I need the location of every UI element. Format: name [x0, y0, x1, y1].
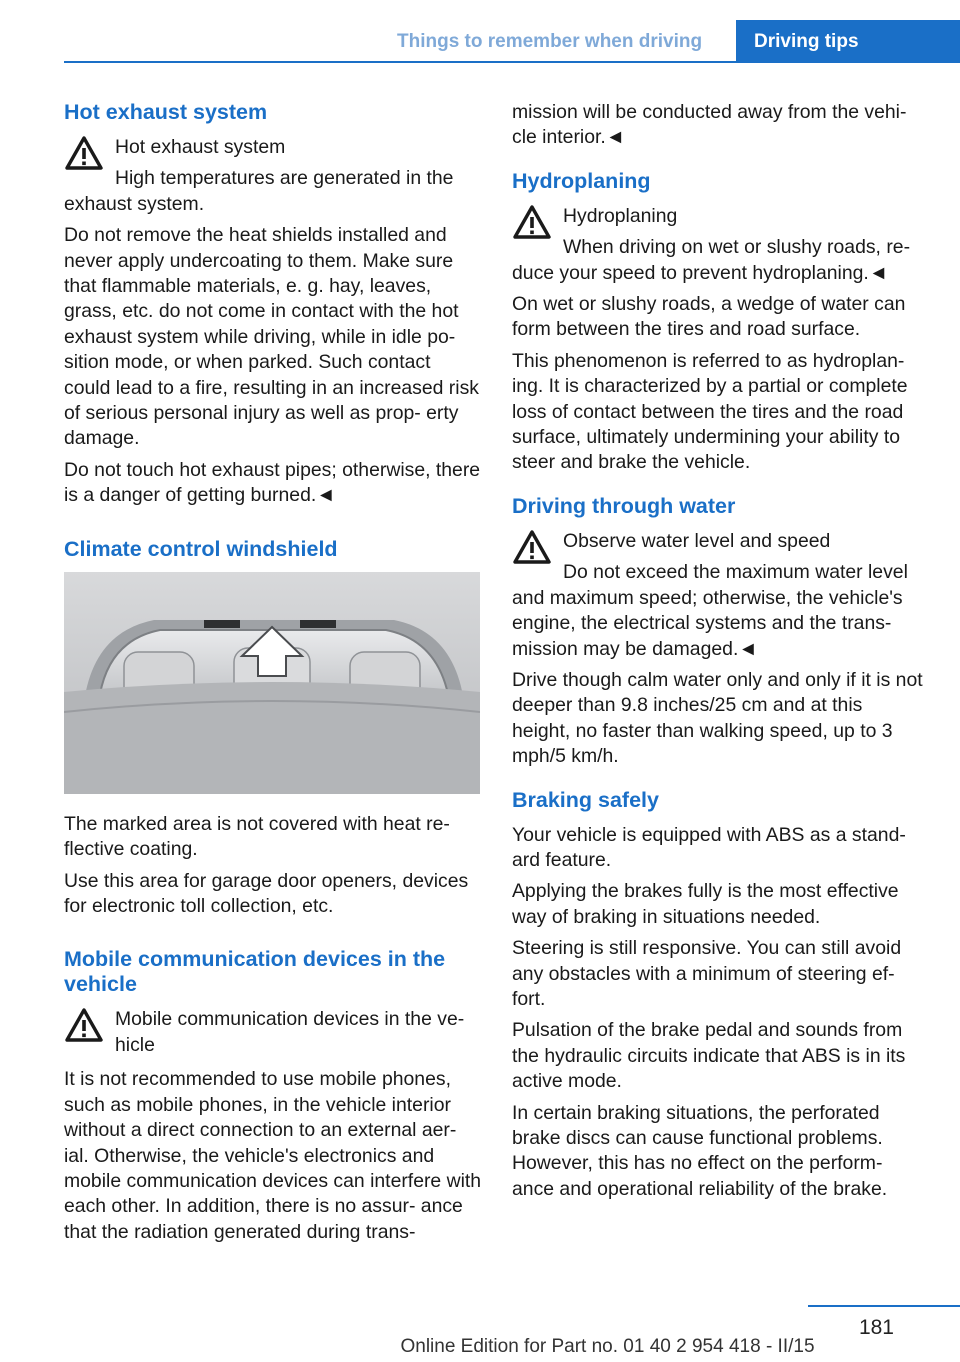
header-section-title: Things to remember when driving	[397, 31, 703, 52]
warning-body: High temperatures are generated in the exhaust system.	[64, 167, 454, 215]
rear-window-illustration	[64, 572, 480, 794]
paragraph: Applying the brakes fully is the most effective way of braking in situations needed.	[512, 880, 899, 928]
paragraph: mission will be conducted away from the vehi‑ cle interior.◄	[512, 101, 907, 149]
warning-title: Observe water level and speed	[563, 529, 831, 552]
warning-triangle-icon	[64, 1007, 104, 1045]
page-header	[0, 0, 960, 64]
paragraph: Pulsation of the brake pedal and sounds from the hydraulic circuits indicate that ABS is in its active mode.	[512, 1019, 906, 1093]
page-number: 181	[858, 1316, 894, 1339]
footer-rule	[808, 1305, 960, 1307]
paragraph: It is not recommended to use mobile phones, such as mobile phones, in the vehicle interior without a direct connection to an external aer‑ ial. Otherwise, the vehicle's electronics and mobile communication devices can interfere with each other. In addition, there is no assur‑ ance that the radiation generated during trans‑	[64, 1068, 482, 1243]
paragraph: Drive though calm water only and only if it is not deeper than 9.8 inches/25 cm and at this height, no faster than walking speed, up to 3 mph/5 km/h.	[512, 668, 923, 768]
warning-triangle-icon	[512, 204, 552, 242]
heading-braking-safely: Braking safely	[512, 787, 659, 812]
header-rule	[64, 61, 960, 63]
warning-title: Hydroplaning	[563, 204, 678, 227]
warning-body: When driving on wet or slushy roads, re‑ duce your speed to prevent hydroplaning.◄	[512, 236, 911, 284]
paragraph: Use this area for garage door openers, devices for electronic toll collection, etc.	[64, 869, 469, 917]
paragraph: This phenomenon is referred to as hydroplan‑ ing. It is characterized by a partial or complete loss of contact between the tires and the road surface, ultimately undermining your ability to steer and brake the vehicle.	[512, 349, 908, 474]
warning-hydroplaning	[512, 204, 924, 286]
warning-title: Mobile communication devices in the ve‑ hicle	[115, 1008, 465, 1056]
warning-water	[512, 529, 924, 662]
warning-triangle-icon	[512, 529, 552, 567]
footer-edition	[0, 1336, 960, 1358]
warning-hot-exhaust	[64, 135, 482, 217]
heading-climate-windshield: Climate control windshield	[64, 536, 338, 561]
paragraph: In certain braking situations, the perforated brake discs can cause functional problems. However, this has no effect on the perform‑ ance and operational reliability of the brake.	[512, 1101, 888, 1200]
paragraph: Your vehicle is equipped with ABS as a stand‑ ard feature.	[512, 823, 906, 871]
heading-mobile-devices: Mobile communication devices in the vehicle	[64, 947, 446, 997]
paragraph: Steering is still responsive. You can still avoid any obstacles with a minimum of steering ef‑ fort.	[512, 937, 902, 1010]
left-column	[64, 100, 482, 1251]
heading-driving-through-water: Driving through water	[512, 493, 736, 518]
warning-body: Do not exceed the maximum water level and maximum speed; otherwise, the vehicle's engine, the electrical systems and the trans‑ mission may be damaged.◄	[512, 561, 908, 660]
paragraph: Do not remove the heat shields installed and never apply undercoating to them. Make sure that flammable materials, e. g. hay, leaves, grass, etc. do not come in contact with the hot exhaust system while driving, while in idle po‑ sition mode, or when parked. Such contact could lead to a fire, resulting in an increased risk of serious personal injury as well as prop‑ erty damage.	[64, 224, 479, 450]
heading-hydroplaning: Hydroplaning	[512, 168, 651, 193]
warning-title: Hot exhaust system	[115, 136, 286, 158]
paragraph: The marked area is not covered with heat re‑ flective coating.	[64, 812, 450, 861]
warning-mobile-devices	[64, 1007, 482, 1061]
paragraph: On wet or slushy roads, a wedge of water can form between the tires and road surface.	[512, 293, 906, 341]
rear-window-figure	[64, 572, 480, 794]
warning-triangle-icon	[64, 135, 104, 173]
footer-edition-text: Online Edition for Part no. 01 40 2 954 418 - II/15	[400, 1336, 815, 1357]
paragraph: Do not touch hot exhaust pipes; otherwise, there is a danger of getting burned.◄	[64, 458, 481, 507]
header-chapter-tab: Driving tips	[736, 20, 960, 62]
right-column	[512, 100, 924, 1208]
heading-hot-exhaust: Hot exhaust system	[64, 100, 268, 124]
